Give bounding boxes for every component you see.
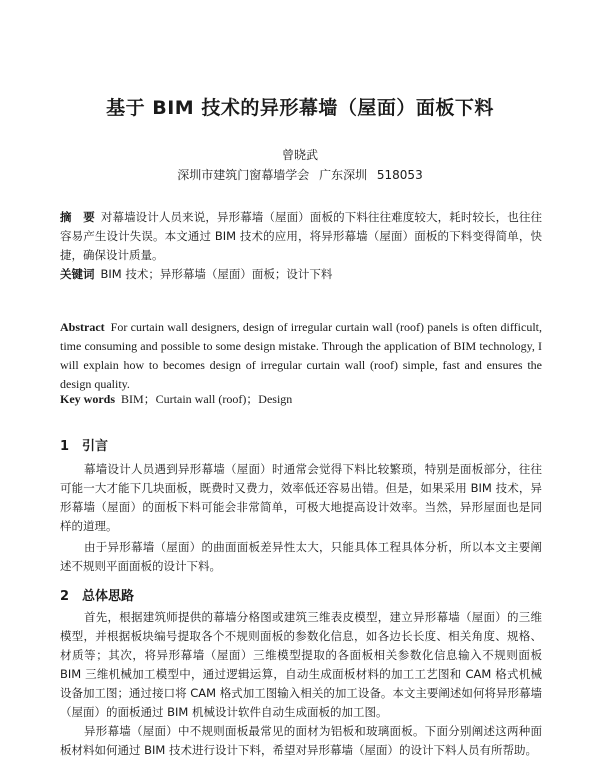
- section-1-title: 引言: [82, 439, 109, 454]
- author-name: 曾晓武: [281, 148, 318, 162]
- author-affiliation: 深圳市建筑门窗幕墙学会 广东深圳 518053: [177, 168, 423, 182]
- abstract-cn: [60, 208, 542, 265]
- abstract-cn-label: 摘 要: [60, 210, 95, 224]
- keywords-cn: [60, 265, 542, 284]
- section-2-number: 2: [60, 589, 70, 604]
- section-1-paragraph-2: 由于异形幕墙（屋面）的曲面面板差异性太大，只能具体工程具体分析，所以本文主要阐述不规则平面面板的设计下料。: [60, 540, 542, 573]
- keywords-en-label: Key words: [60, 392, 115, 406]
- section-2-paragraph-2: 异形幕墙（屋面）中不规则面板最常见的面材为铝板和玻璃面板。下面分别阐述这两种面板材料如何通过 BIM 技术进行设计下料，希望对异形幕墙（屋面）的设计下料人员有所帮助。: [60, 724, 542, 757]
- section-2-heading: [60, 585, 134, 604]
- abstract-en: [60, 318, 542, 394]
- abstract-en-text: For curtain wall designers, design of irregular curtain wall (roof) panels is often difficult, time consuming and possible to some design mistake. Through the application of BIM technology, I will explain how to becomes design of irregular curtain wall (roof) simple, fast and ensures the design quality.: [60, 320, 542, 391]
- abstract-cn-text: 对幕墙设计人员来说，异形幕墙（屋面）面板的下料往往难度较大，耗时较长，也往往容易产生设计失误。本文通过 BIM 技术的应用，将异形幕墙（屋面）面板的下料变得简单，快捷，确保设计质量。: [60, 210, 543, 262]
- paper-title: 基于 BIM 技术的异形幕墙（屋面）面板下料: [106, 97, 494, 119]
- keywords-cn-label: 关键词: [60, 267, 95, 281]
- section-1-number: 1: [60, 439, 70, 454]
- abstract-en-label: Abstract: [60, 320, 105, 334]
- keywords-en: [60, 390, 542, 409]
- section-1-paragraph-1: 幕墙设计人员遇到异形幕墙（屋面）时通常会觉得下料比较繁琐，特别是面板部分，往往可能一大才能下几块面板，既费时又费力，效率低还容易出错。但是，如果采用 BIM 技术，异形幕墙（屋面）的面板下料可能会非常简单，可极大地提高设计效率。当然，异形屋面也是同样的道理。: [60, 462, 542, 533]
- section-1-heading: [60, 435, 108, 454]
- keywords-cn-text: BIM 技术；异形幕墙（屋面）面板；设计下料: [100, 267, 333, 281]
- section-2-paragraph-1: 首先，根据建筑师提供的幕墙分格图或建筑三维表皮模型，建立异形幕墙（屋面）的三维模型，并根据板块编号提取各个不规则面板的参数化信息，如各边长长度、相关角度、规格、材质等；其次，将异形幕墙（屋面）三维模型提取的各面板相关参数化信息输入不规则面板 BIM 三维机械加工模型中，通过逻辑运算，自动生成面板材料的加工工艺图和 CAM 格式机械设备加工图；通过接口将 CAM 格式加工图输入相关的加工设备。本文主要阐述如何将异形幕墙（屋面）的面板通过 BIM 机械设计软件自动生成面板的加工图。: [60, 610, 542, 719]
- section-2-title: 总体思路: [82, 589, 135, 604]
- keywords-en-text: BIM；Curtain wall (roof)；Design: [121, 392, 293, 406]
